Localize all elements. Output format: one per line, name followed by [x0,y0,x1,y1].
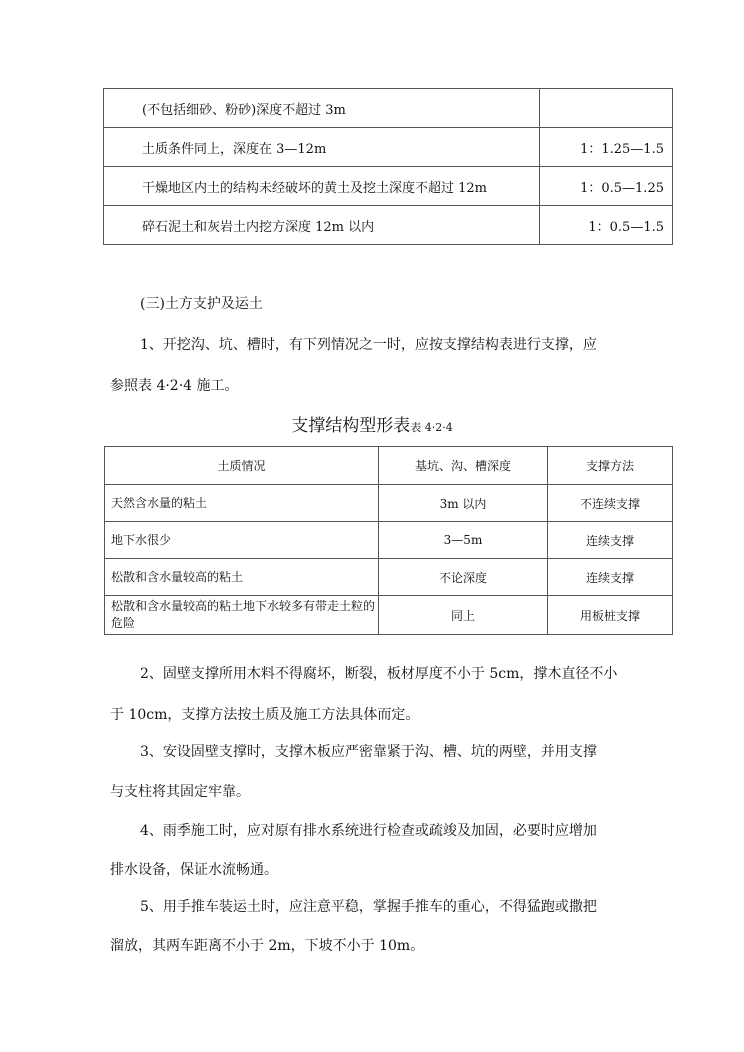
paragraph-line: 溜放，其两车距离不小于 2m，下坡不小于 10m。 [110,938,425,954]
header-cell: 基坑、沟、槽深度 [379,447,548,485]
depth-cell: 同上 [379,596,548,635]
soil-cell: 地下水很少 [105,522,379,559]
soil-cell: 松散和含水量较高的粘土地下水较多有带走土粒的危险 [105,596,379,635]
method-cell: 用板桩支撑 [548,596,673,635]
soil-cell: 天然含水量的粘土 [105,485,379,522]
method-cell: 不连续支撑 [548,485,673,522]
table-row [104,167,673,206]
caption-title: 支撑结构型形表 [291,416,411,436]
table-row [105,485,673,522]
support-structure-table [104,446,673,635]
ratio-cell: 1：0.5—1.25 [540,167,673,206]
header-cell: 土质情况 [105,447,379,485]
ratio-cell: 1：1.25—1.5 [540,128,673,167]
condition-cell: 干燥地区内土的结构未经破坏的黄土及挖土深度不超过 12m [104,167,540,206]
paragraph-line: 4、雨季施工时，应对原有排水系统进行检查或疏竣及加固，必要时应增加 [140,823,597,839]
condition-cell: 土质条件同上，深度在 3—12m [104,128,540,167]
soil-cell: 松散和含水量较高的粘土 [105,559,379,596]
paragraph-line: 3、安设固壁支撑时，支撑木板应严密靠紧于沟、槽、坑的两壁，并用支撑 [140,744,597,760]
method-cell: 连续支撑 [548,522,673,559]
paragraph-line: 5、用手推车装运土时，应注意平稳，掌握手推车的重心，不得猛跑或撒把 [140,899,597,915]
table-row [105,522,673,559]
slope-table [103,88,673,245]
table-row [104,206,673,245]
table-row [105,596,673,635]
condition-cell: 碎石泥土和灰岩土内挖方深度 12m 以内 [104,206,540,245]
depth-cell: 不论深度 [379,559,548,596]
paragraph-line: 于 10cm，支撑方法按土质及施工方法具体而定。 [110,707,420,723]
header-cell: 支撑方法 [548,447,673,485]
section-heading: (三)土方支护及运土 [140,296,263,312]
depth-cell: 3—5m [379,522,548,559]
paragraph-line: 1、开挖沟、坑、槽时，有下列情况之一时，应按支撑结构表进行支撑，应 [140,337,597,353]
table-caption [0,411,744,436]
paragraph-line: 2、固壁支撑所用木料不得腐坏，断裂，板材厚度不小于 5cm，撑木直径不小 [140,666,618,682]
paragraph-line: 与支柱将其固定牢靠。 [110,784,250,800]
table-header-row [105,447,673,485]
paragraph-line: 排水设备，保证水流畅通。 [110,862,278,878]
ratio-cell: 1：0.5—1.5 [540,206,673,245]
table-row [104,89,673,128]
depth-cell: 3m 以内 [379,485,548,522]
table-row [105,559,673,596]
ratio-cell [540,89,673,128]
caption-ref: 表 4·2·4 [410,421,453,434]
table-row [104,128,673,167]
paragraph-line: 参照表 4·2·4 施工。 [110,378,239,394]
method-cell: 连续支撑 [548,559,673,596]
condition-cell: (不包括细砂、粉砂)深度不超过 3m [104,89,540,128]
